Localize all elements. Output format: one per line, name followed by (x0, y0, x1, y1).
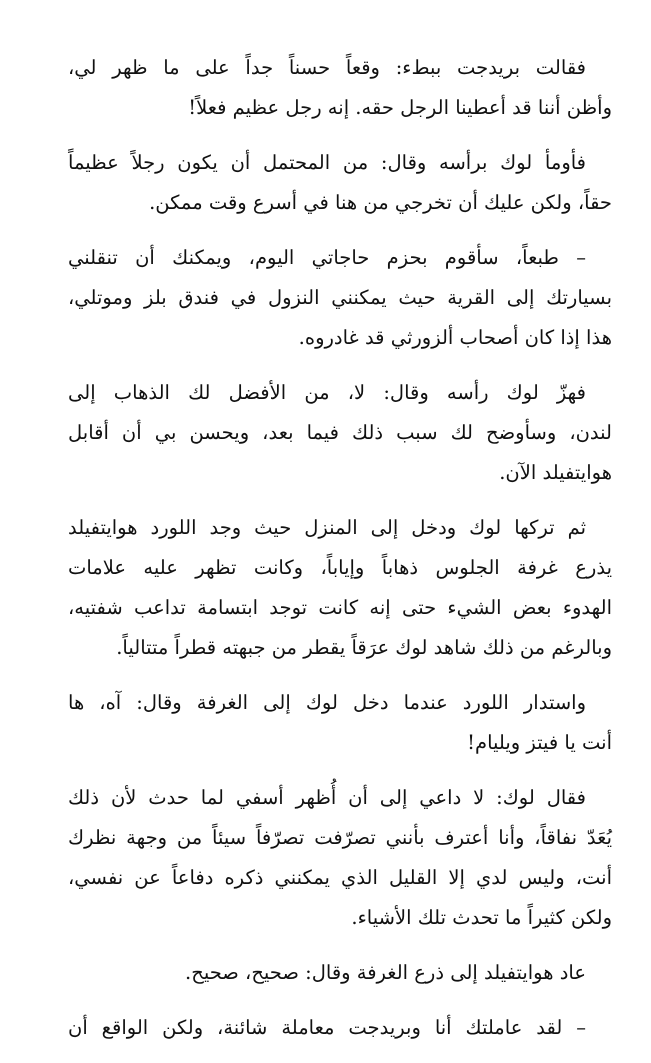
text-line: فقال لوك: لا داعي إلى أن أُظهر أسفي لما حدث لأن ذلك (68, 786, 586, 809)
text-line: وأظن أننا قد أعطينا الرجل حقه. إنه رجل عظيم فعلاً! (188, 96, 612, 119)
text-line: ثم تركها لوك ودخل إلى المنزل حيث وجد اللورد هوايتفيلد (68, 516, 586, 539)
text-line: الهدوء بعض الشيء حتى إنه كانت توجد ابتسامة تداعب شفتيه، (68, 596, 612, 619)
text-line: هذا إذا كان أصحاب ألزورثي قد غادروه. (298, 326, 612, 349)
text-line: أنت، وليس لدي إلا القليل الذي يمكنني ذكره دفاعاً عن نفسي، (68, 866, 612, 889)
text-line: لندن، وسأوضح لك سبب ذلك فيما بعد، ويحسن بي أن أقابل (68, 421, 612, 444)
text-line: بسيارتك إلى القرية حيث يمكنني النزول في فندق بلز وموتلي، (68, 286, 612, 309)
text-line: حقاً، ولكن عليك أن تخرجي من هنا في أسرع وقت ممكن. (149, 191, 612, 214)
paragraph (68, 1008, 612, 1048)
text-line: أنت يا فيتز ويليام! (467, 731, 612, 754)
text-line: فقالت بريدجت ببطء: وقعاً حسناً جداً على ما ظهر لي، (68, 56, 586, 79)
text-line: يذرع غرفة الجلوس ذهاباً وإياباً، وكانت تظهر عليه علامات (68, 556, 612, 579)
text-line: فهزّ لوك رأسه وقال: لا، من الأفضل لك الذهاب إلى (68, 381, 586, 404)
paragraph (68, 48, 612, 128)
paragraph (68, 238, 612, 358)
text-line: هوايتفيلد الآن. (499, 461, 612, 484)
book-page (68, 48, 612, 1063)
text-line: وبالرغم من ذلك شاهد لوك عرَقاً يقطر من جبهته قطراً متتالياً. (116, 636, 612, 659)
paragraph (68, 953, 612, 993)
text-line: يُعَدّ نفاقاً، وأنا أعترف بأنني تصرّفت تصرّفاً سيئاً من وجهة نظرك (68, 826, 612, 849)
paragraph (68, 778, 612, 938)
text-line: عاد هوايتفيلد إلى ذرع الغرفة وقال: صحيح، صحيح. (185, 961, 586, 984)
paragraph (68, 508, 612, 668)
text-line: ولكن كثيراً ما تحدث تلك الأشياء. (351, 906, 612, 929)
text-line: – لقد عاملتك أنا وبريدجت معاملة شائنة، ولكن الواقع أن (68, 1016, 586, 1039)
paragraph (68, 373, 612, 493)
text-line: – طبعاً، سأقوم بحزم حاجاتي اليوم، ويمكنك أن تنقلني (68, 246, 586, 269)
paragraph (68, 683, 612, 763)
paragraph (68, 143, 612, 223)
text-line: واستدار اللورد عندما دخل لوك إلى الغرفة وقال: آه، ها (68, 691, 586, 714)
text-line: فأومأ لوك برأسه وقال: من المحتمل أن يكون رجلاً عظيماً (68, 151, 586, 174)
